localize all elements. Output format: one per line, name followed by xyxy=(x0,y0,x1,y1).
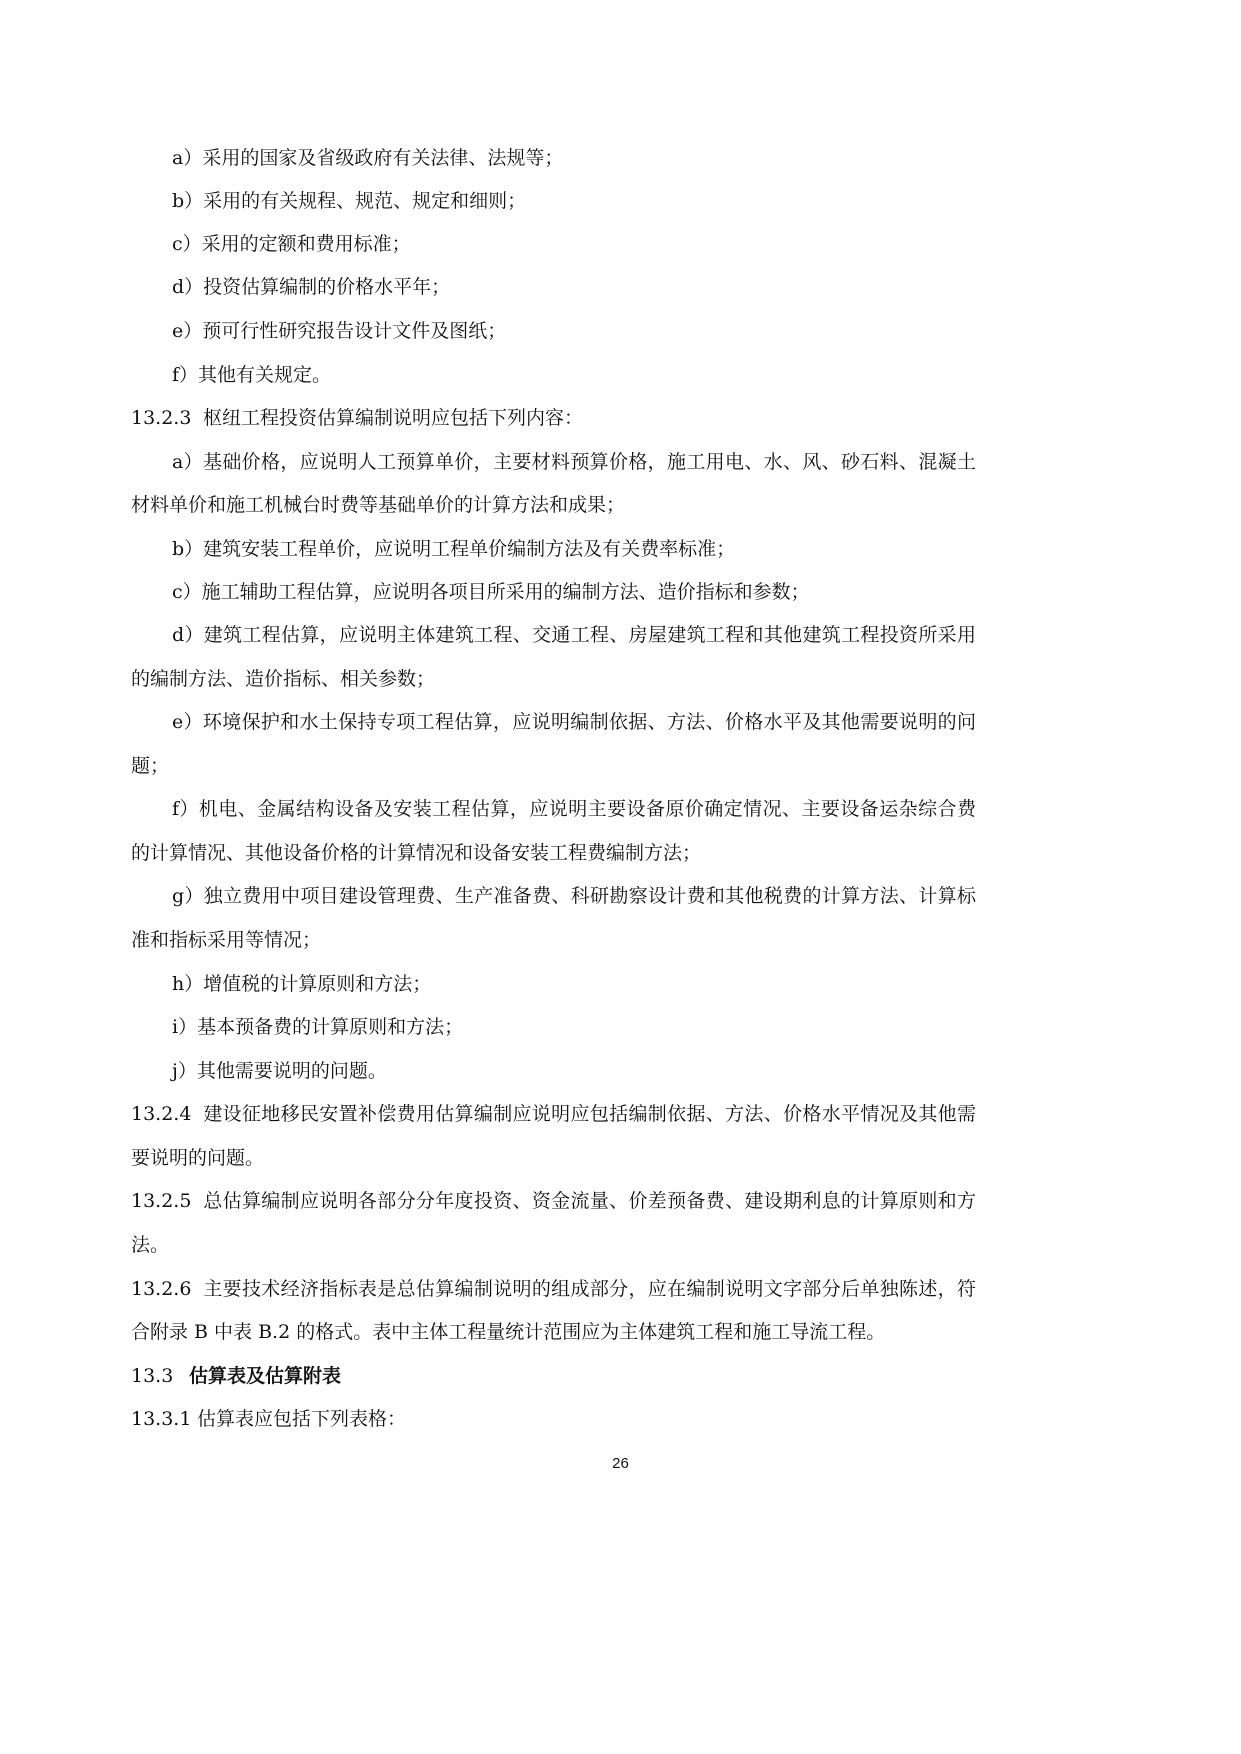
clause-13-2-3 xyxy=(131,405,583,431)
section-number: 13.3 xyxy=(131,1365,174,1387)
list-item: e）环境保护和水土保持专项工程估算，应说明编制依据、方法、价格水平及其他需要说明的问 xyxy=(172,711,976,733)
clause-text: 主要技术经济指标表是总估算编制说明的组成部分，应在编制说明文字部分后单独陈述，符 xyxy=(203,1278,976,1300)
list-item-continuation: 的编制方法、造价指标、相关参数； xyxy=(131,668,436,690)
list-item-continuation: 准和指标采用等情况； xyxy=(131,929,322,951)
clause-number: 13.3.1 xyxy=(131,1408,192,1430)
clause-text: 枢纽工程投资估算编制说明应包括下列内容： xyxy=(203,407,584,429)
list-item-continuation: 的计算情况、其他设备价格的计算情况和设备安装工程费编制方法； xyxy=(131,842,702,864)
list-item: h）增值税的计算原则和方法； xyxy=(172,973,432,995)
list-item: d）投资估算编制的价格水平年； xyxy=(172,276,451,298)
clause-text: 建设征地移民安置补偿费用估算编制应说明应包括编制依据、方法、价格水平情况及其他需 xyxy=(203,1103,976,1125)
list-item: b）采用的有关规程、规范、规定和细则； xyxy=(172,190,527,212)
list-item: g）独立费用中项目建设管理费、生产准备费、科研勘察设计费和其他税费的计算方法、计算标 xyxy=(172,885,976,907)
clause-number: 13.2.6 xyxy=(131,1278,192,1300)
list-item-continuation: 材料单价和施工机械台时费等基础单价的计算方法和成果； xyxy=(131,494,626,516)
clause-13-3-1 xyxy=(131,1406,406,1432)
clause-continuation: 法。 xyxy=(131,1234,170,1256)
list-item: e）预可行性研究报告设计文件及图纸； xyxy=(172,320,507,342)
list-item-continuation: 题； xyxy=(131,755,170,777)
page-number: 26 xyxy=(612,1455,629,1472)
list-item: d）建筑工程估算，应说明主体建筑工程、交通工程、房屋建筑工程和其他建筑工程投资所采用 xyxy=(172,624,976,646)
clause-continuation: 要说明的问题。 xyxy=(131,1147,265,1169)
list-item: c）施工辅助工程估算，应说明各项目所采用的编制方法、造价指标和参数； xyxy=(172,581,810,603)
list-item: c）采用的定额和费用标准； xyxy=(172,233,411,255)
clause-text: 估算表应包括下列表格： xyxy=(197,1408,407,1430)
list-item: b）建筑安装工程单价，应说明工程单价编制方法及有关费率标准； xyxy=(172,538,736,560)
clause-continuation: 合附录 B 中表 B.2 的格式。表中主体工程量统计范围应为主体建筑工程和施工导流工程。 xyxy=(131,1321,886,1343)
section-13-3-heading xyxy=(131,1363,341,1389)
section-title: 估算表及估算附表 xyxy=(189,1365,342,1387)
clause-13-2-5 xyxy=(131,1188,976,1214)
clause-number: 13.2.5 xyxy=(131,1190,192,1212)
list-item: f）其他有关规定。 xyxy=(172,364,332,386)
clause-text: 总估算编制应说明各部分分年度投资、资金流量、价差预备费、建设期利息的计算原则和方 xyxy=(203,1190,976,1212)
list-item: f）机电、金属结构设备及安装工程估算，应说明主要设备原价确定情况、主要设备运杂综合费 xyxy=(172,798,976,820)
list-item: a）基础价格，应说明人工预算单价，主要材料预算价格，施工用电、水、风、砂石料、混凝土 xyxy=(172,451,976,473)
clause-number: 13.2.4 xyxy=(131,1103,192,1125)
clause-13-2-4 xyxy=(131,1101,976,1127)
list-item: i）基本预备费的计算原则和方法； xyxy=(172,1016,464,1038)
clause-13-2-6 xyxy=(131,1276,976,1302)
list-item: j）其他需要说明的问题。 xyxy=(172,1060,387,1082)
list-item: a）采用的国家及省级政府有关法律、法规等； xyxy=(172,147,564,169)
clause-number: 13.2.3 xyxy=(131,407,192,429)
